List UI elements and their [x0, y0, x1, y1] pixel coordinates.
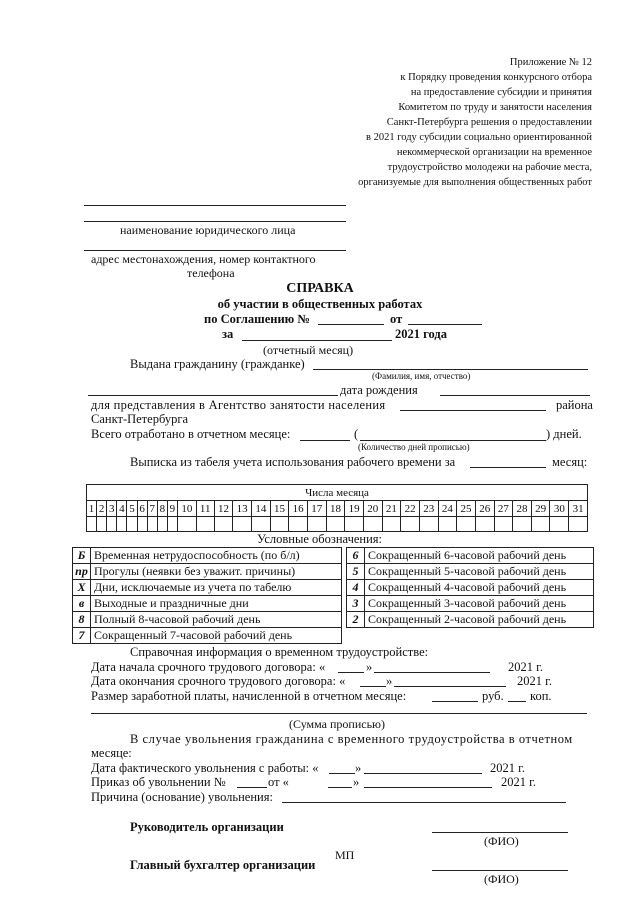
day-number: 13 — [233, 501, 252, 517]
day-number: 20 — [363, 501, 382, 517]
legend-text: Временная нетрудоспособность (по б/л) — [91, 548, 342, 564]
legend-code: 6 — [347, 548, 365, 564]
legend-code: 4 — [347, 580, 365, 596]
day-cell[interactable] — [345, 517, 364, 532]
org-name-line-2[interactable] — [84, 221, 346, 222]
legend-code: 5 — [347, 564, 365, 580]
legend-left-table — [72, 547, 342, 644]
day-number: 21 — [382, 501, 401, 517]
order-day-field[interactable] — [328, 787, 352, 788]
appendix-line: Комитетом по труду и занятости населения — [398, 102, 592, 113]
day-cell[interactable] — [457, 517, 476, 532]
legend-row — [73, 628, 342, 644]
legend-code: 3 — [347, 596, 365, 612]
legend-code: 2 — [347, 612, 365, 628]
day-number: 11 — [196, 501, 214, 517]
doc-subtitle: об участии в общественных работах — [217, 297, 423, 311]
day-number: 25 — [457, 501, 476, 517]
order-year: 2021 г. — [501, 775, 536, 789]
legend-code: Х — [73, 580, 91, 596]
day-cell[interactable] — [233, 517, 252, 532]
legend-text: Прогулы (неявки без уважит. причины) — [91, 564, 342, 580]
legend-text: Сокращенный 6-часовой рабочий день — [365, 548, 594, 564]
day-cell[interactable] — [157, 517, 167, 532]
org-name-line-1[interactable] — [84, 205, 346, 206]
day-cell[interactable] — [382, 517, 401, 532]
legend-row — [73, 548, 342, 564]
day-number: 27 — [494, 501, 513, 517]
start-quote: » — [366, 660, 373, 674]
worked-days-field[interactable] — [300, 440, 350, 441]
legend-row — [73, 596, 342, 612]
appendix-block — [358, 55, 592, 190]
end-label: Дата окончания срочного трудового договора: « — [91, 674, 346, 688]
extract-month-field[interactable] — [470, 467, 546, 468]
days-header-row — [87, 485, 588, 501]
day-number: 6 — [137, 501, 147, 517]
legend-text: Сокращенный 7-часовой рабочий день — [91, 628, 342, 644]
day-cell[interactable] — [214, 517, 233, 532]
worked-close: ) дней. — [546, 427, 582, 441]
day-cell[interactable] — [127, 517, 137, 532]
accountant-label: Главный бухгалтер организации — [130, 858, 316, 872]
actual-month-field[interactable] — [364, 773, 482, 774]
legend-text: Сокращенный 2-часовой рабочий день — [365, 612, 594, 628]
actual-day-field[interactable] — [329, 773, 355, 774]
birth-prefix-field[interactable] — [88, 395, 338, 396]
doc-title: СПРАВКА — [286, 281, 354, 296]
day-cell[interactable] — [419, 517, 438, 532]
fio-hint: (Фамилия, имя, отчество) — [372, 371, 471, 381]
day-number: 15 — [270, 501, 289, 517]
legend-text: Выходные и праздничные дни — [91, 596, 342, 612]
day-number: 12 — [214, 501, 233, 517]
legend-code: Б — [73, 548, 91, 564]
city-label: Санкт-Петербурга — [91, 412, 189, 426]
order-month-field[interactable] — [364, 787, 492, 788]
legend-code: 7 — [73, 628, 91, 644]
worked-label: Всего отработано в отчетном месяце: — [91, 427, 291, 441]
district-label: района — [556, 398, 593, 412]
agreement-from-label: от — [390, 312, 403, 326]
legend-text: Полный 8-часовой рабочий день — [91, 612, 342, 628]
reason-label: Причина (основание) увольнения: — [91, 790, 273, 804]
day-number: 30 — [550, 501, 569, 517]
day-cell[interactable] — [494, 517, 513, 532]
appendix-line: организуемые для выполнения общественных работ — [358, 177, 592, 188]
worked-open: ( — [354, 427, 359, 441]
day-cell[interactable] — [475, 517, 494, 532]
day-cell[interactable] — [513, 517, 532, 532]
end-quote: » — [386, 674, 393, 688]
stamp-label: МП — [335, 848, 355, 862]
head-label: Руководитель организации — [130, 820, 284, 834]
days-table — [86, 484, 588, 532]
day-cell[interactable] — [97, 517, 107, 532]
start-year: 2021 г. — [508, 660, 543, 674]
day-cell[interactable] — [289, 517, 308, 532]
day-number: 7 — [147, 501, 157, 517]
dismissal-text-2: месяце: — [91, 746, 132, 760]
accountant-signature-field[interactable] — [432, 870, 568, 871]
legend-code: 8 — [73, 612, 91, 628]
period-month-field[interactable] — [242, 340, 392, 341]
appendix-line: Приложение № 12 — [509, 57, 592, 68]
employment-title: Справочная информация о временном трудоустройстве: — [130, 645, 429, 659]
birth-label: дата рождения — [340, 383, 418, 397]
legend-text: Сокращенный 5-часовой рабочий день — [365, 564, 594, 580]
day-number: 9 — [167, 501, 177, 517]
agreement-number-field[interactable] — [318, 324, 384, 325]
legend-row — [347, 564, 594, 580]
legend-row — [73, 564, 342, 580]
order-label: Приказ об увольнении № — [91, 775, 226, 789]
legend-row — [347, 580, 594, 596]
day-cell[interactable] — [326, 517, 345, 532]
legend-code: в — [73, 596, 91, 612]
day-number: 4 — [117, 501, 127, 517]
day-cell[interactable] — [117, 517, 127, 532]
period-year: 2021 года — [395, 327, 447, 341]
salary-label: Размер заработной платы, начисленной в отчетном месяце: — [91, 689, 407, 703]
day-number: 14 — [251, 501, 270, 517]
appendix-line: Санкт-Петербурга решения о предоставлении — [386, 117, 592, 128]
day-cell[interactable] — [401, 517, 420, 532]
day-cell[interactable] — [196, 517, 214, 532]
sum-words-hint: (Сумма прописью) — [289, 717, 385, 731]
appendix-line: к Порядку проведения конкурсного отбора — [400, 72, 592, 83]
birth-date-field[interactable] — [440, 395, 590, 396]
day-number: 18 — [326, 501, 345, 517]
head-signature-field[interactable] — [432, 832, 568, 833]
day-number: 3 — [107, 501, 117, 517]
reason-field[interactable] — [282, 802, 566, 803]
agreement-label: по Соглашению № — [204, 312, 310, 326]
org-address-line[interactable] — [84, 250, 346, 251]
day-number: 5 — [127, 501, 137, 517]
legend-title: Условные обозначения: — [257, 532, 383, 546]
legend-text: Сокращенный 3-часовой рабочий день — [365, 596, 594, 612]
actual-year: 2021 г. — [490, 761, 525, 775]
actual-dismissal-label: Дата фактического увольнения с работы: « — [91, 761, 319, 775]
org-name-label: наименование юридического лица — [120, 223, 296, 237]
day-number: 10 — [177, 501, 196, 517]
period-hint: (отчетный месяц) — [263, 343, 354, 357]
day-cell[interactable] — [531, 517, 550, 532]
legend-row — [73, 612, 342, 628]
day-number: 17 — [307, 501, 326, 517]
accountant-fio-hint: (ФИО) — [484, 872, 519, 886]
worked-days-words-field[interactable] — [360, 440, 546, 441]
days-words-hint: (Количество дней прописью) — [358, 442, 470, 452]
extract-label: Выписка из табеля учета использования рабочего времени за — [130, 455, 456, 469]
legend-row — [347, 548, 594, 564]
legend-text: Дни, исключаемые из учета по табелю — [91, 580, 342, 596]
start-day-field[interactable] — [338, 672, 364, 673]
day-cell[interactable] — [251, 517, 270, 532]
legend-code: пр — [73, 564, 91, 580]
salary-rub-field[interactable] — [432, 701, 478, 702]
day-cell[interactable] — [438, 517, 457, 532]
days-header: Числа месяца — [87, 485, 588, 501]
appendix-line: некоммерческой организации на временное — [396, 147, 592, 158]
extract-suffix: месяц: — [552, 455, 588, 469]
legend-text: Сокращенный 4-часовой рабочий день — [365, 580, 594, 596]
start-month-field[interactable] — [374, 672, 490, 673]
legend-row — [73, 580, 342, 596]
issued-label: Выдана гражданину (гражданке) — [130, 357, 305, 371]
legend-right-table — [346, 547, 594, 628]
day-cell[interactable] — [177, 517, 196, 532]
order-from: от « — [268, 775, 289, 789]
day-number: 8 — [157, 501, 167, 517]
actual-quote: » — [355, 761, 362, 775]
legend-row — [347, 612, 594, 628]
end-day-field[interactable] — [360, 686, 386, 687]
legend-row — [347, 596, 594, 612]
order-number-field[interactable] — [237, 787, 267, 788]
end-month-field[interactable] — [394, 686, 506, 687]
day-number: 19 — [345, 501, 364, 517]
day-cell[interactable] — [307, 517, 326, 532]
agency-text: для представления в Агентство занятости населения — [91, 398, 386, 412]
dismissal-text: В случае увольнения гражданина с временного трудоустройства в отчетном — [130, 732, 573, 746]
appendix-line: трудоустройство молодежи на рабочие места, — [387, 162, 592, 173]
day-number: 29 — [531, 501, 550, 517]
day-cell[interactable] — [147, 517, 157, 532]
agreement-date-field[interactable] — [408, 324, 482, 325]
appendix-line: в 2021 году субсидии социально ориентированной — [366, 132, 592, 143]
day-cell[interactable] — [107, 517, 117, 532]
day-number: 1 — [87, 501, 97, 517]
day-cell[interactable] — [167, 517, 177, 532]
day-number: 28 — [513, 501, 532, 517]
district-field[interactable] — [400, 410, 546, 411]
order-quote: » — [353, 775, 360, 789]
day-cell[interactable] — [363, 517, 382, 532]
fio-field[interactable] — [313, 369, 588, 370]
head-fio-hint: (ФИО) — [484, 834, 519, 848]
end-year: 2021 г. — [517, 674, 552, 688]
salary-kop: коп. — [530, 689, 552, 703]
day-cell[interactable] — [87, 517, 97, 532]
appendix-line: на предоставление субсидии и принятия — [410, 87, 592, 98]
day-number: 2 — [97, 501, 107, 517]
day-cell[interactable] — [137, 517, 147, 532]
start-label: Дата начала срочного трудового договора: « — [91, 660, 326, 674]
period-prefix: за — [222, 327, 234, 341]
org-address-label-2: телефона — [187, 266, 235, 280]
day-number: 22 — [401, 501, 420, 517]
days-row — [87, 501, 588, 517]
org-address-label: адрес местонахождения, номер контактного — [91, 252, 316, 266]
day-number: 31 — [569, 501, 588, 517]
day-number: 16 — [289, 501, 308, 517]
day-number: 23 — [419, 501, 438, 517]
salary-kop-field[interactable] — [508, 701, 526, 702]
day-cell[interactable] — [550, 517, 569, 532]
day-cell[interactable] — [569, 517, 588, 532]
salary-rub: руб. — [482, 689, 504, 703]
day-cell[interactable] — [270, 517, 289, 532]
day-number: 24 — [438, 501, 457, 517]
salary-words-field[interactable] — [91, 713, 587, 714]
day-number: 26 — [475, 501, 494, 517]
days-blank-row — [87, 517, 588, 532]
